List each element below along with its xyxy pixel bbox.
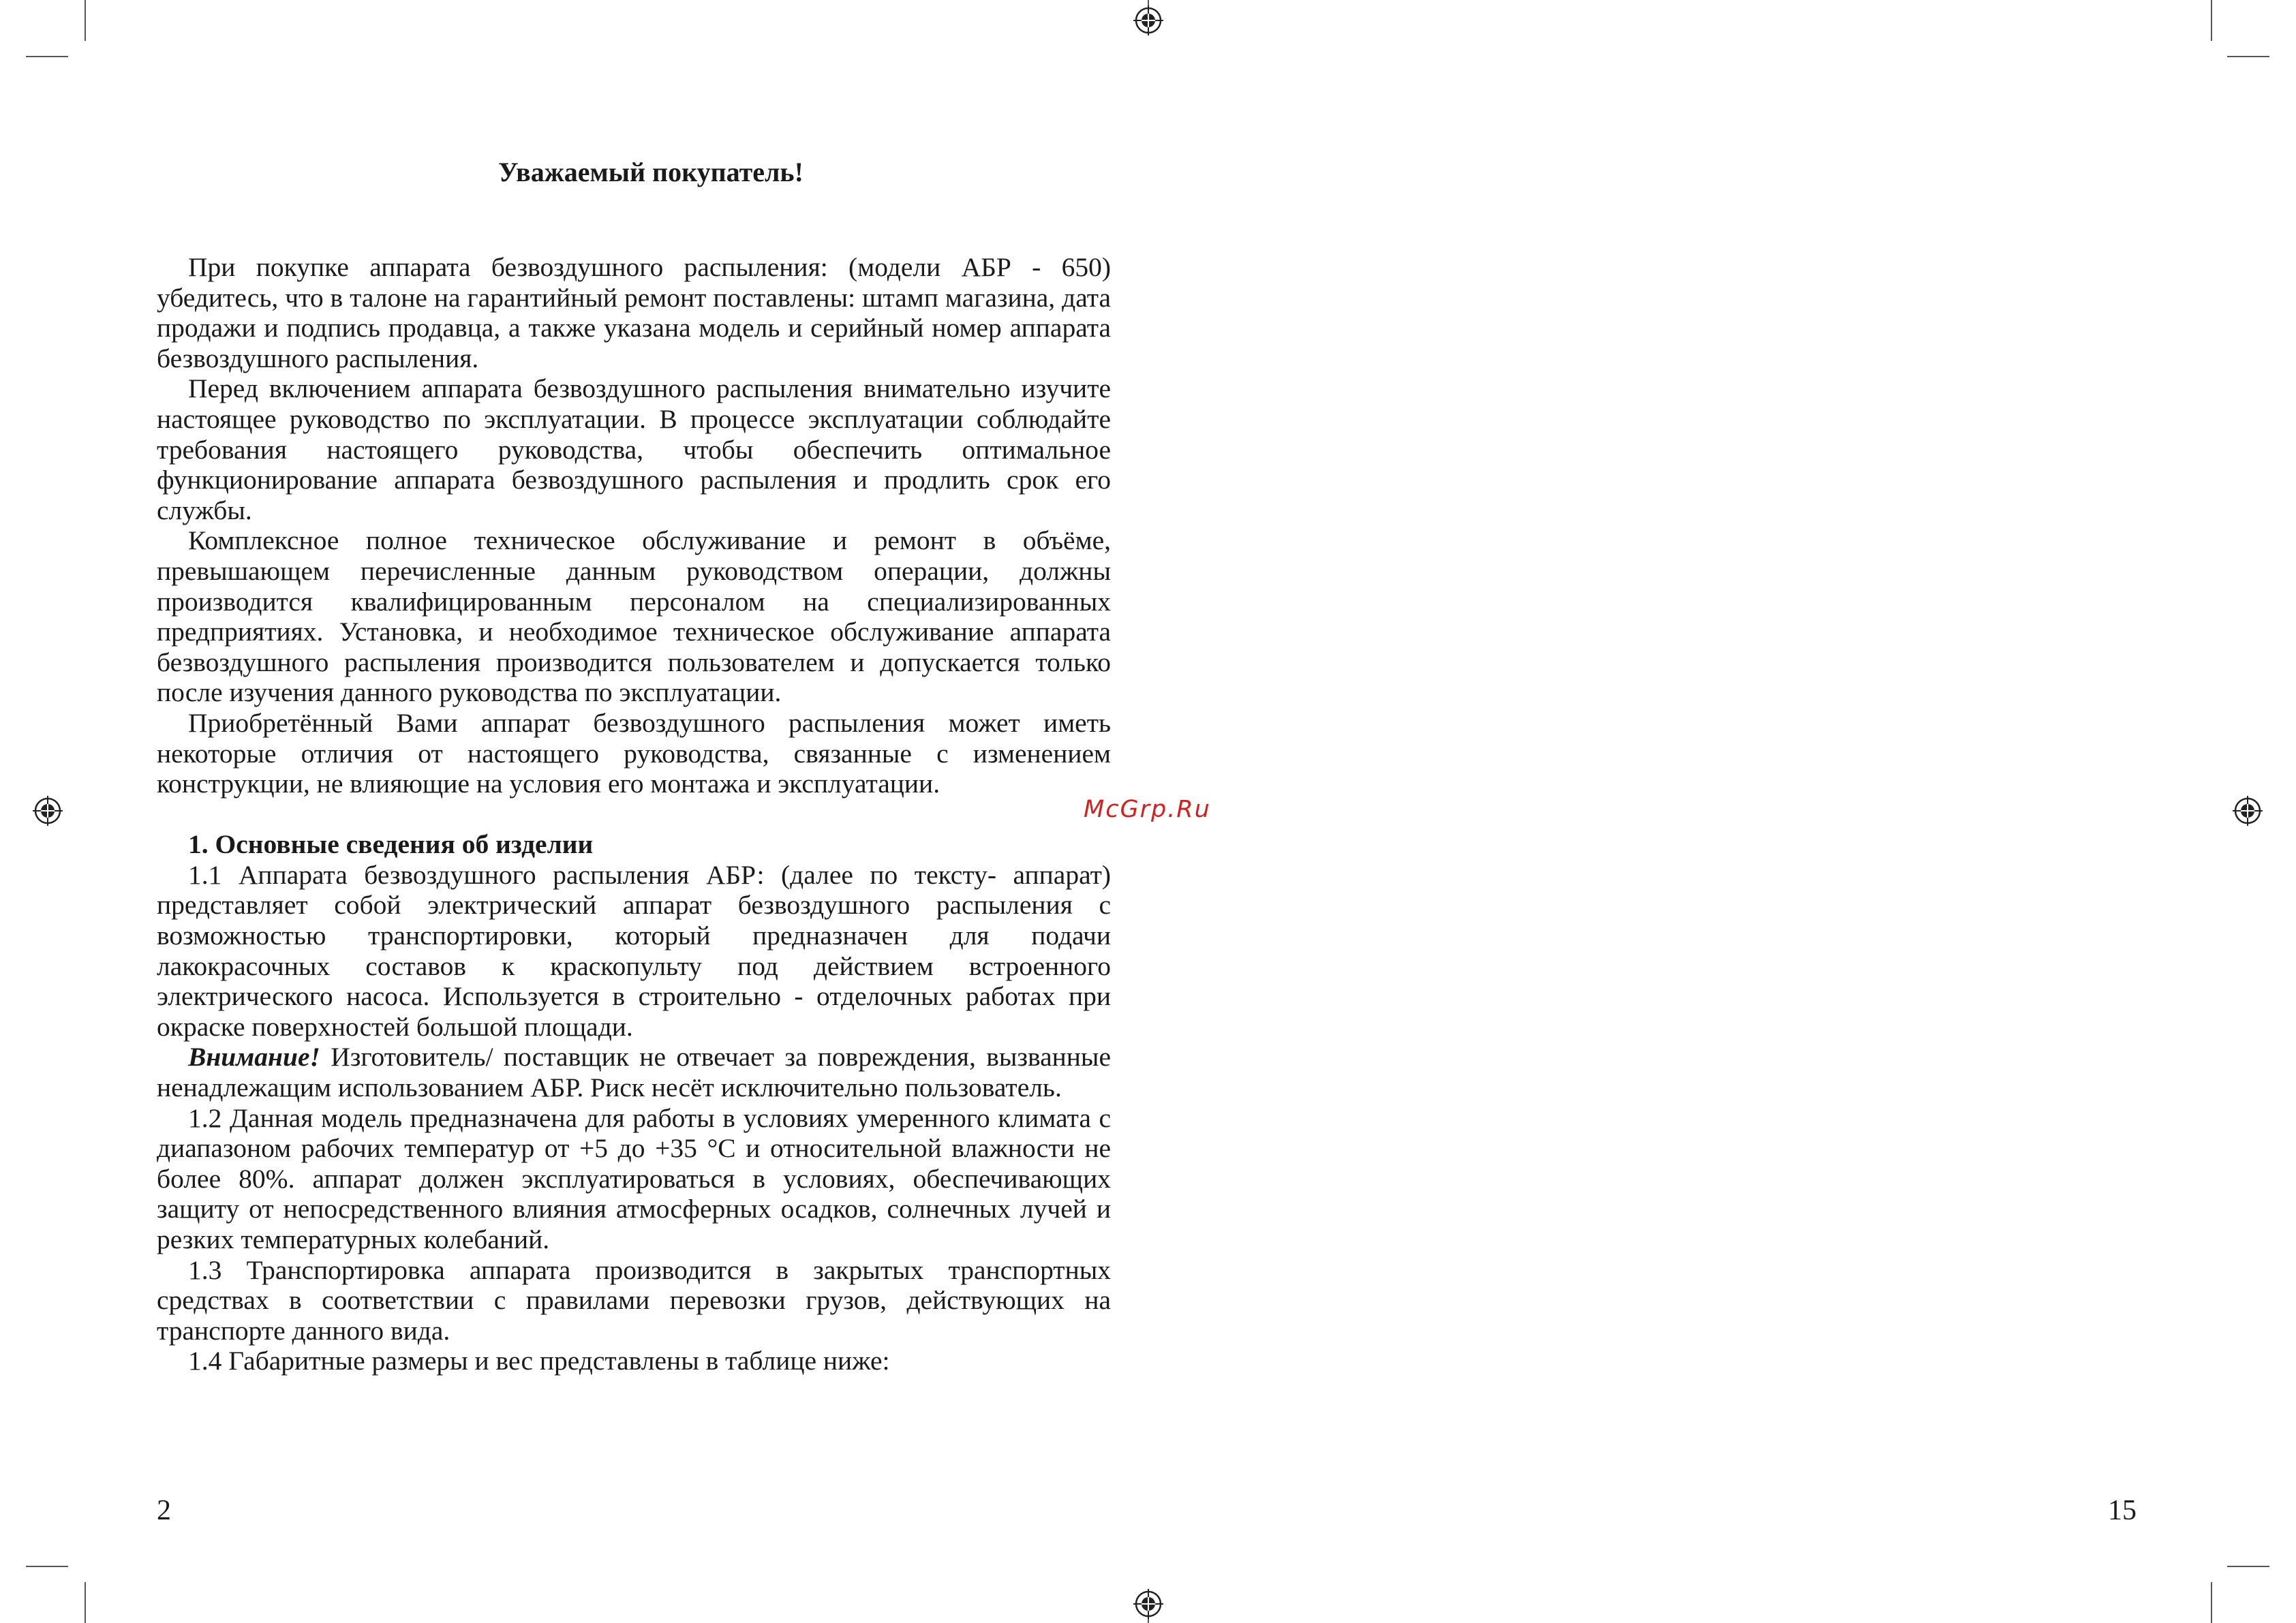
section-1-1: 1.1 Аппарата безвоздушного распыления АБР: (далее по тексту- аппарат) представляет собой электрический аппарат безвоздушного распыления с возможностью транспортировки, который предназначен для подачи лакокрасочных составов к краскопульту под действием встроенного электрического насоса. Используется в строительно - отделочных работах при окраске поверхностей большой площади. <box>157 859 1111 1042</box>
warning-label: Внимание! <box>188 1042 320 1072</box>
section-1-4: 1.4 Габаритные размеры и вес представлены в таблице ниже: <box>188 1346 890 1376</box>
registration-target-icon <box>2233 796 2263 826</box>
crop-mark <box>85 1582 86 1623</box>
crop-mark <box>2211 0 2212 41</box>
crop-mark <box>2211 1582 2212 1623</box>
warning-text: Изготовитель/ поставщик не отвечает за повреждения, вызванные ненадлежащим использованием АБР. Риск несёт исключительно пользователь. <box>157 1042 1111 1103</box>
crop-mark <box>2227 1566 2269 1567</box>
registration-target-icon <box>33 796 63 826</box>
crop-mark <box>85 0 86 41</box>
intro-paragraph-4: Приобретённый Вами аппарат безвоздушного распыления может иметь некоторые отличия от настоящего руководства, связанные с изменением конструкции, не влияющие на условия его монтажа и эксплуатации. <box>157 707 1111 799</box>
section-1-title: 1. Основные сведения об изделии <box>188 829 594 860</box>
crop-mark <box>26 1566 68 1567</box>
section-1-2: 1.2 Данная модель предназначена для работы в условиях умеренного климата с диапазоном рабочих температур от +5 до +35 °С и относительной влажности не более 80%. аппарат должен эксплуатироваться в условиях, обеспечивающих защиту от непосредственного влияния атмосферных осадков, солнечных лучей и резких температурных колебаний. <box>157 1102 1111 1254</box>
intro-text <box>157 252 1111 1376</box>
registration-target-icon <box>1133 5 1163 35</box>
warning-paragraph <box>157 1042 1111 1102</box>
crop-mark <box>2227 56 2269 57</box>
intro-paragraph-3: Комплексное полное техническое обслуживание и ремонт в объёме, превышающем перечисленные данным руководством операции, должны производится квалифицированным персоналом на специализированных предприятиях. Установка, и необходимое техническое обслуживание аппарата безвоздушного распыления производится пользователем и допускается только после изучения данного руководства по эксплуатации. <box>157 525 1111 708</box>
crop-mark <box>26 56 68 57</box>
watermark-link[interactable]: McGrp.Ru <box>1084 796 1211 823</box>
page-number-left: 2 <box>157 1495 171 1526</box>
page-number-right: 15 <box>2108 1495 2137 1526</box>
intro-paragraph-2: Перед включением аппарата безвоздушного распыления внимательно изучите настоящее руководство по эксплуатации. В процессе эксплуатации соблюдайте требования настоящего руководства, чтобы обеспечить оптимальное функционирование аппарата безвоздушного распыления и продлить срок его службы. <box>157 373 1111 525</box>
registration-target-icon <box>1133 1589 1163 1619</box>
intro-paragraph-1: При покупке аппарата безвоздушного распыления: (модели АБР - 650) убедитесь, что в талоне на гарантийный ремонт поставлены: штамп магазина, дата продажи и подпись продавца, а также указана модель и серийный номер аппарата безвоздушного распыления. <box>157 252 1111 373</box>
fold-mark <box>1148 0 1149 5</box>
section-1-3: 1.3 Транспортировка аппарата производится в закрытых транспортных средствах в соответствии с правилами перевозки грузов, действующих на транспорте данного вида. <box>157 1254 1111 1346</box>
page-heading: Уважаемый покупатель! <box>498 157 803 187</box>
